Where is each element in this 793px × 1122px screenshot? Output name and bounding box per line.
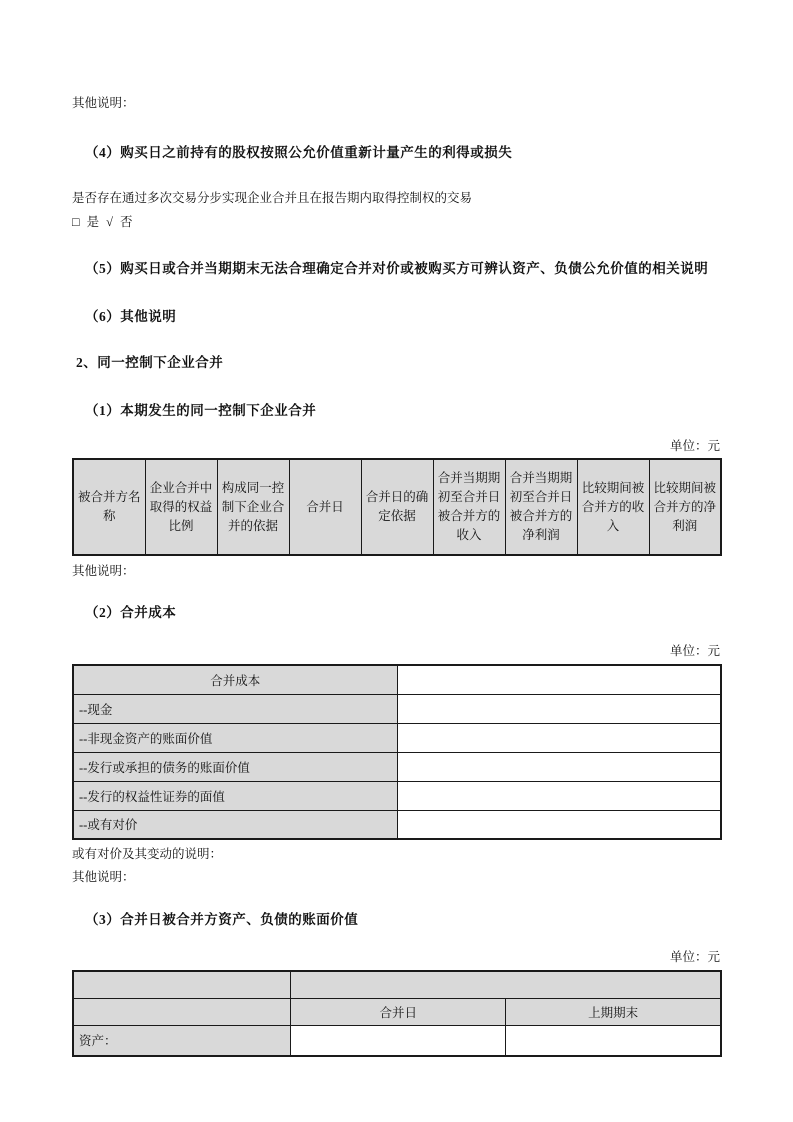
value-cell (397, 810, 721, 839)
unit-label-3: 单位：元 (669, 950, 720, 964)
other-note-label-2: 其他说明： (72, 564, 135, 578)
row-label-cash: --现金 (73, 694, 397, 723)
row-label-equity-securities-face-value: --发行的权益性证券的面值 (73, 781, 397, 810)
no-label: 否 (119, 215, 133, 229)
empty-spanner-cell (291, 971, 721, 998)
checkbox-line (72, 212, 722, 230)
table-row (73, 694, 721, 723)
value-cell (397, 723, 721, 752)
value-header-cell (397, 665, 721, 694)
table-header-row (73, 459, 721, 555)
section-2-1-title: （1）本期发生的同一控制下企业合并 (85, 403, 317, 418)
table-row (73, 723, 721, 752)
empty-corner-cell (73, 971, 291, 998)
col-same-control-basis: 构成同一控制下企业合并的依据 (217, 459, 289, 555)
multi-step-question: 是否存在通过多次交易分步实现企业合并且在报告期内取得控制权的交易 (72, 191, 473, 205)
value-cell (291, 1025, 506, 1056)
table-row (73, 781, 721, 810)
col-combination-date: 合并日 (289, 459, 361, 555)
value-cell (506, 1025, 721, 1056)
section-2-3-title: （3）合并日被合并方资产、负债的账面价值 (85, 912, 359, 927)
other-note-label-1: 其他说明： (72, 96, 135, 110)
table-row (73, 1025, 721, 1056)
section-2-2-title: （2）合并成本 (85, 605, 177, 620)
value-cell (397, 694, 721, 723)
table-row (73, 810, 721, 839)
table-spanner-row (73, 971, 721, 998)
table-row (73, 752, 721, 781)
empty-header-cell (73, 998, 291, 1025)
table-header-row (73, 665, 721, 694)
combination-cost-header: 合并成本 (73, 665, 397, 694)
section-4-title: （4）购买日之前持有的股权按照公允价值重新计量产生的利得或损失 (85, 145, 513, 160)
row-label-contingent-consideration: --或有对价 (73, 810, 397, 839)
unit-label-2: 单位：元 (669, 644, 720, 658)
section-6-title: （6）其他说明 (85, 309, 177, 324)
row-label-noncash-book-value: --非现金资产的账面价值 (73, 723, 397, 752)
unit-label-1: 单位：元 (669, 439, 720, 453)
col-income-to-date: 合并当期期初至合并日被合并方的收入 (433, 459, 505, 555)
book-value-table (72, 970, 722, 1057)
row-label-assets: 资产： (73, 1025, 291, 1056)
col-prior-period-end: 上期期末 (506, 998, 721, 1025)
same-control-combination-table (72, 458, 722, 556)
col-merged-party-name: 被合并方名称 (73, 459, 145, 555)
other-note-label-3: 其他说明： (72, 870, 135, 884)
col-comparative-net-profit: 比较期间被合并方的净利润 (649, 459, 721, 555)
col-combination-date: 合并日 (291, 998, 506, 1025)
col-equity-ratio: 企业合并中取得的权益比例 (145, 459, 217, 555)
col-comparative-income: 比较期间被合并方的收入 (577, 459, 649, 555)
section-5-title: （5）购买日或合并当期期末无法合理确定合并对价或被购买方可辨认资产、负债公允价值的相关说明 (85, 261, 709, 276)
section-2-title: 2、同一控制下企业合并 (76, 355, 224, 370)
checkbox-unchecked-icon: □ (72, 215, 80, 229)
contingent-consideration-note-label: 或有对价及其变动的说明： (72, 847, 223, 861)
yes-label: 是 (86, 215, 100, 229)
combination-cost-table (72, 664, 722, 840)
col-net-profit-to-date: 合并当期期初至合并日被合并方的净利润 (505, 459, 577, 555)
value-cell (397, 752, 721, 781)
value-cell (397, 781, 721, 810)
row-label-debt-book-value: --发行或承担的债务的账面价值 (73, 752, 397, 781)
check-icon: √ (106, 215, 113, 229)
col-date-basis: 合并日的确定依据 (361, 459, 433, 555)
table-header-row (73, 998, 721, 1025)
